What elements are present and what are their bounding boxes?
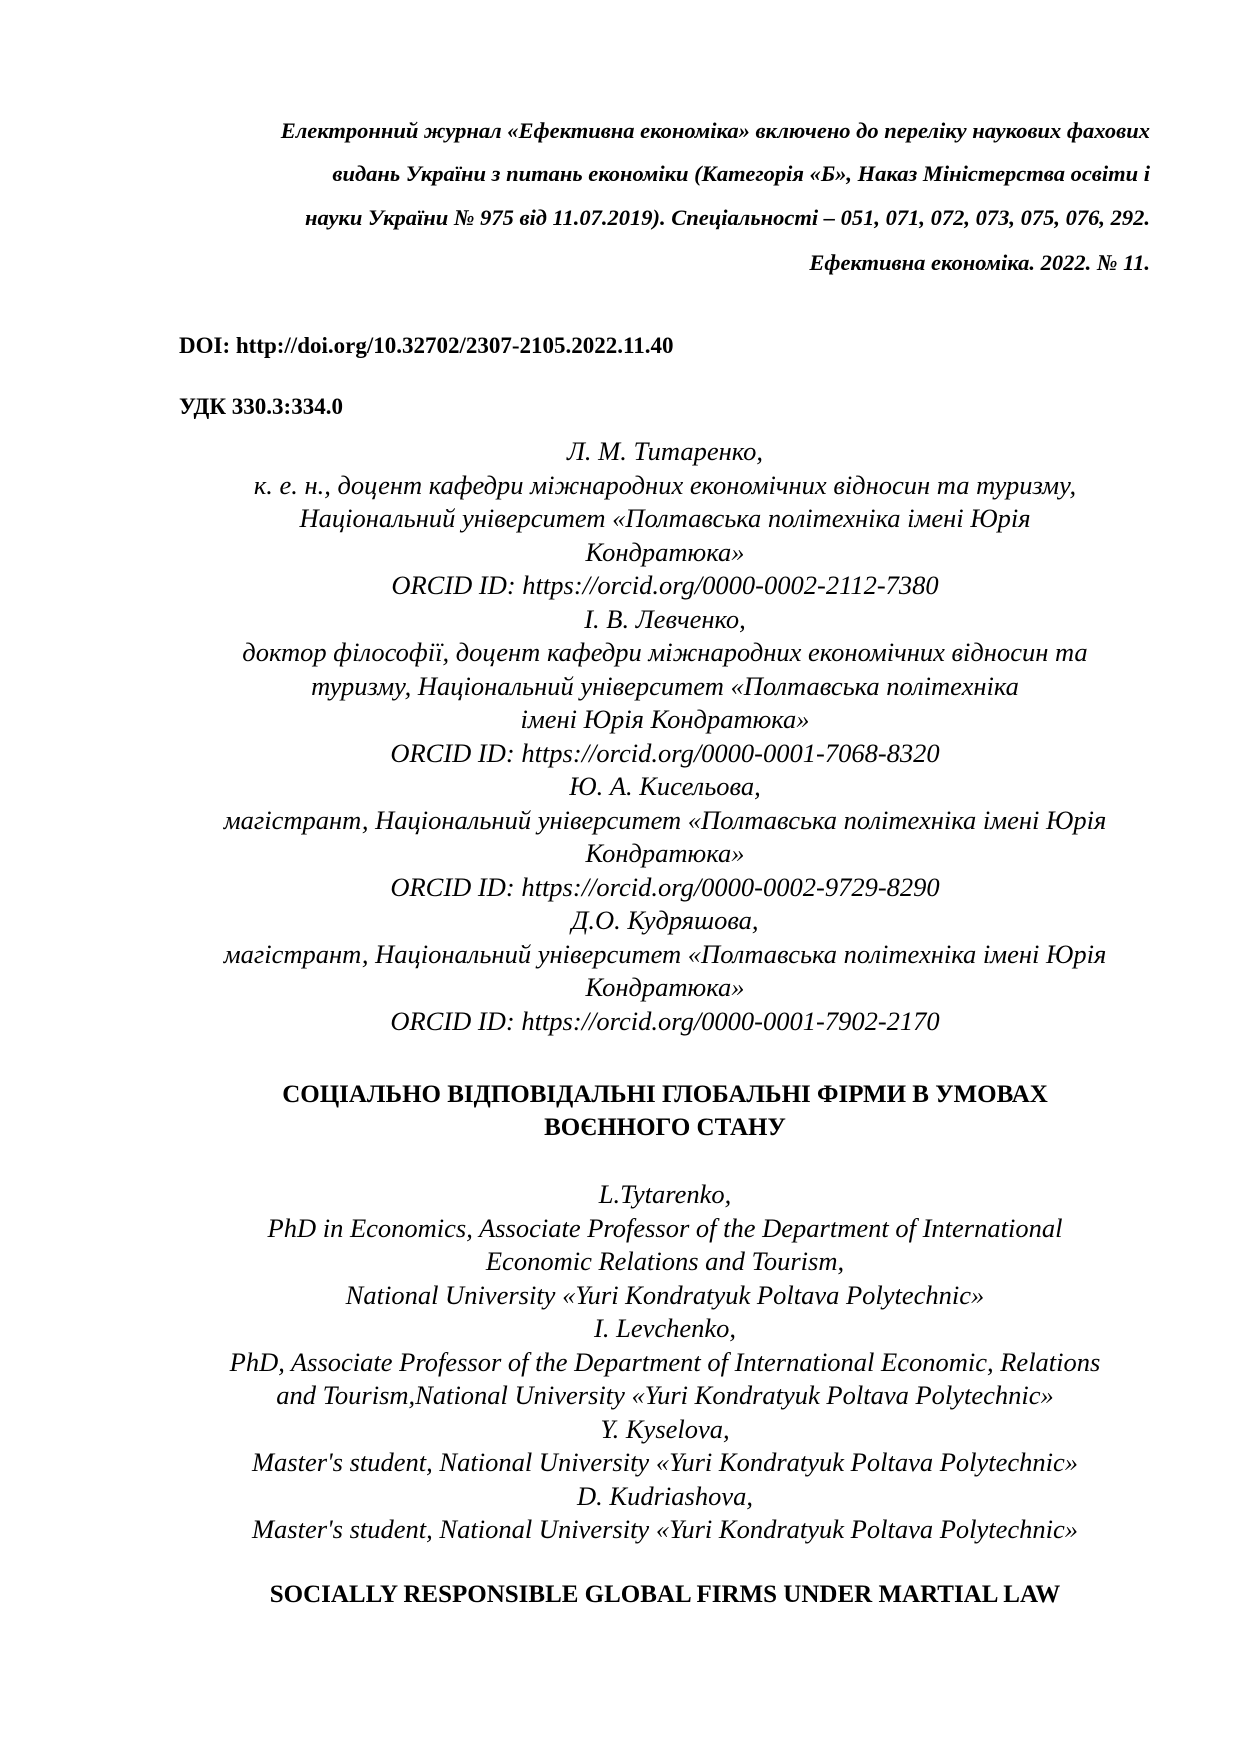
author-line: туризму, Національний університет «Полтавська політехніка <box>311 670 1019 701</box>
author-line: I. Levchenko, <box>594 1313 736 1343</box>
orcid-link[interactable]: ORCID ID: https://orcid.org/0000-0001-7902-2170 <box>390 1005 940 1036</box>
author-line: L.Tytarenko, <box>598 1179 732 1209</box>
journal-note-line: видань України з питань економіки (Категорія «Б», Наказ Міністерства освіти і <box>332 161 1150 186</box>
article-title-english: SOCIALLY RESPONSIBLE GLOBAL FIRMS UNDER MARTIAL LAW <box>269 1581 1061 1608</box>
author-line: доктор філософії, доцент кафедри міжнародних економічних відносин та <box>242 637 1088 667</box>
author-line: National University «Yuri Kondratyuk Poltava Polytechnic» <box>345 1279 985 1310</box>
journal-note-line: науки України № 975 від 11.07.2019). Спеціальності – 051, 071, 072, 073, 075, 076, 292. <box>305 205 1150 230</box>
author-line: Ю. А. Кисельова, <box>569 771 761 801</box>
doi-link[interactable]: DOI: http://doi.org/10.32702/2307-2105.2022.11.40 <box>179 333 674 358</box>
author-line: Economic Relations and Tourism, <box>485 1246 845 1276</box>
orcid-link[interactable]: ORCID ID: https://orcid.org/0000-0002-9729-8290 <box>390 871 940 902</box>
author-line: магістрант, Національний університет «Полтавська політехніка імені Юрія <box>223 938 1107 969</box>
author-line: D. Kudriashova, <box>577 1480 753 1511</box>
author-line: магістрант, Національний університет «Полтавська політехніка імені Юрія <box>223 804 1107 835</box>
orcid-link[interactable]: ORCID ID: https://orcid.org/0000-0001-7068-8320 <box>390 737 940 768</box>
author-line: Кондратюка» <box>585 972 745 1002</box>
author-line: Master's student, National University «Yuri Kondratyuk Poltava Polytechnic» <box>251 1447 1079 1477</box>
author-line: Д.О. Кудряшова, <box>571 905 759 935</box>
journal-citation: Ефективна економіка. 2022. № 11. <box>809 250 1150 275</box>
author-line: І. В. Левченко, <box>584 603 746 634</box>
title-line: ВОЄННОГО СТАНУ <box>544 1114 786 1141</box>
author-line: Master's student, National University «Yuri Kondratyuk Poltava Polytechnic» <box>251 1514 1079 1544</box>
author-line: Національний університет «Полтавська політехніка імені Юрія <box>299 503 1031 533</box>
author-line: and Tourism,National University «Yuri Kondratyuk Poltava Polytechnic» <box>276 1380 1054 1410</box>
title-line: СОЦІАЛЬНО ВІДПОВІДАЛЬНІ ГЛОБАЛЬНІ ФІРМИ В УМОВАХ <box>282 1081 1048 1108</box>
journal-note-line: Електронний журнал «Ефективна економіка» включено до переліку наукових фахових <box>280 118 1150 143</box>
orcid-link[interactable]: ORCID ID: https://orcid.org/0000-0002-2112-7380 <box>391 570 939 600</box>
author-line: PhD in Economics, Associate Professor of the Department of International <box>267 1212 1063 1243</box>
author-line: Кондратюка» <box>585 536 745 567</box>
author-line: Кондратюка» <box>585 838 745 868</box>
author-line: Л. М. Титаренко, <box>566 436 763 466</box>
udc-code: УДК 330.3:334.0 <box>179 394 343 419</box>
authors-english <box>160 1178 1170 1547</box>
author-line: імені Юрія Кондратюка» <box>520 704 810 734</box>
author-line: PhD, Associate Professor of the Department of International Economic, Relations <box>229 1346 1101 1377</box>
author-line: Y. Kyselova, <box>600 1413 730 1444</box>
authors-ukrainian <box>160 435 1170 1038</box>
author-line: к. е. н., доцент кафедри міжнародних економічних відносин та туризму, <box>253 469 1077 500</box>
article-title-ukrainian <box>160 1078 1170 1144</box>
